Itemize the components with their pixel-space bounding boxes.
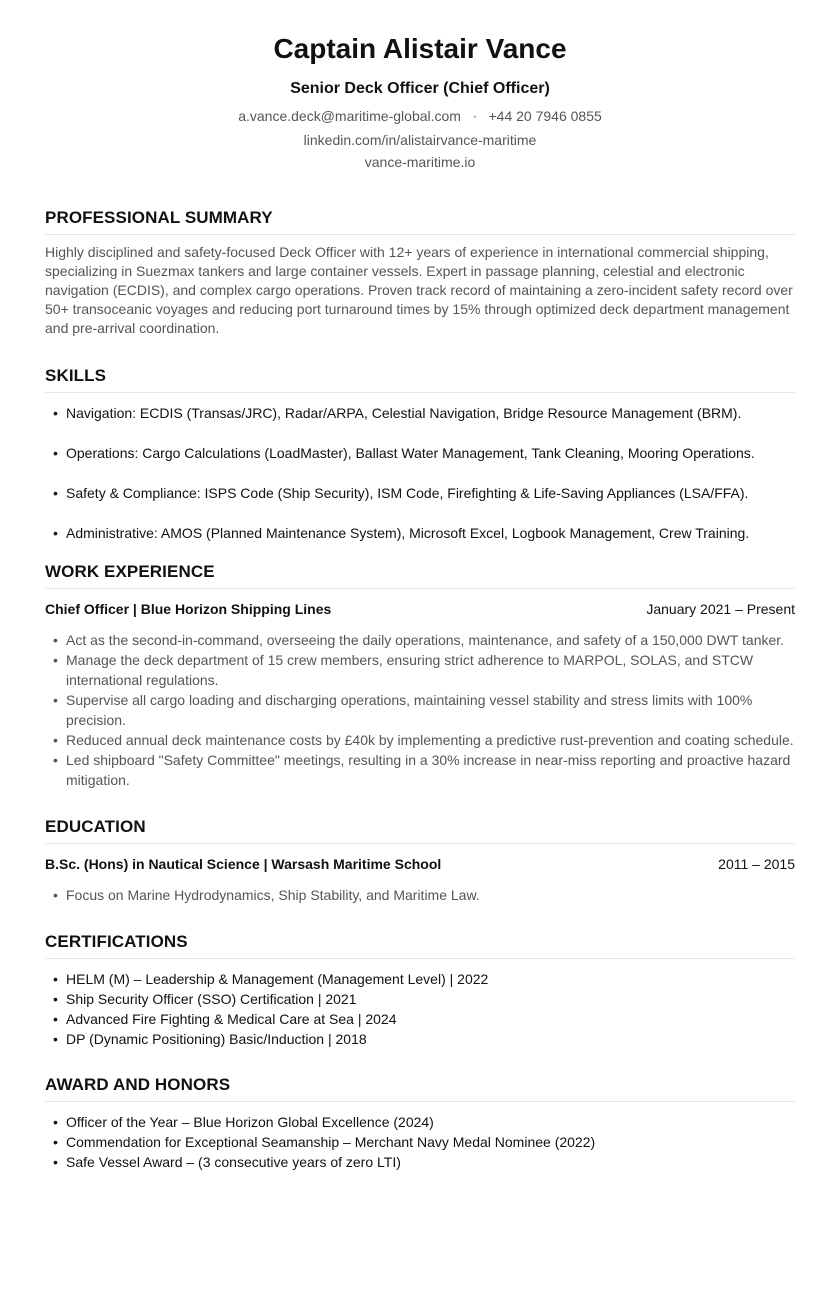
summary-section [45,208,795,338]
candidate-name: Captain Alistair Vance [273,33,567,64]
education-heading: EDUCATION [45,817,795,844]
certification-item: • HELM (M) – Leadership & Management (Management Level) | 2022 [45,969,795,989]
experience-section [45,562,795,790]
email-link[interactable]: a.vance.deck@maritime-global.com [238,108,461,124]
skills-list [45,403,795,543]
contact-separator: • [472,112,477,123]
awards-heading: AWARD AND HONORS [45,1075,795,1102]
education-entry-header [45,854,795,874]
experience-bullets [45,630,795,790]
award-item: • Commendation for Exceptional Seamanship – Merchant Navy Medal Nominee (2022) [45,1132,795,1152]
resume-header [45,0,795,173]
education-bullets [45,885,795,905]
education-degree: B.Sc. (Hons) in Nautical Science | Warsash Maritime School [45,856,442,872]
award-item: • Officer of the Year – Blue Horizon Global Excellence (2024) [45,1112,795,1132]
summary-text: Highly disciplined and safety-focused Deck Officer with 12+ years of experience in international commercial shipping, specializing in Suezmax tankers and large container vessels. Expert in passage planning, celestial and electronic navigation (ECDIS), and complex cargo operations. Proven track record of maintaining a zero-incident safety record over 50+ transoceanic voyages and reducing port turnaround times by 15% through optimized deck department management and pre-arrival coordination. [45,244,793,336]
skill-item: • Operations: Cargo Calculations (LoadMaster), Ballast Water Management, Tank Cleaning, Mooring Operations. [45,443,795,463]
certifications-list [45,969,795,1049]
education-date: 2011 – 2015 [718,856,795,872]
certification-item: • Advanced Fire Fighting & Medical Care at Sea | 2024 [45,1009,795,1029]
website-link[interactable]: vance-maritime.io [364,154,476,170]
certifications-heading: CERTIFICATIONS [45,932,795,959]
skill-item: • Safety & Compliance: ISPS Code (Ship Security), ISM Code, Firefighting & Life-Saving Appliances (LSA/FFA). [45,483,795,503]
experience-entry-header [45,599,795,619]
contact-row [45,105,795,129]
candidate-title: Senior Deck Officer (Chief Officer) [290,80,550,97]
skills-heading: SKILLS [45,366,795,393]
certifications-section [45,932,795,1049]
awards-section [45,1075,795,1172]
summary-heading: PROFESSIONAL SUMMARY [45,208,795,235]
education-bullet: • Focus on Marine Hydrodynamics, Ship Stability, and Maritime Law. [45,885,795,905]
experience-bullet: • Reduced annual deck maintenance costs by £40k by implementing a predictive rust-prevention and coating schedule. [45,730,795,750]
phone-number[interactable]: +44 20 7946 0855 [488,108,602,124]
awards-list [45,1112,795,1172]
experience-bullet: • Supervise all cargo loading and discharging operations, maintaining vessel stability and stress limits with 100% precision. [45,690,795,730]
award-item: • Safe Vessel Award – (3 consecutive years of zero LTI) [45,1152,795,1172]
skill-item: • Navigation: ECDIS (Transas/JRC), Radar/ARPA, Celestial Navigation, Bridge Resource Management (BRM). [45,403,795,423]
experience-date: January 2021 – Present [646,601,795,617]
education-section [45,817,795,905]
certification-item: • DP (Dynamic Positioning) Basic/Induction | 2018 [45,1029,795,1049]
skill-item: • Administrative: AMOS (Planned Maintenance System), Microsoft Excel, Logbook Management, Crew Training. [45,523,795,543]
experience-bullet: • Manage the deck department of 15 crew members, ensuring strict adherence to MARPOL, SOLAS, and STCW international regulations. [45,650,795,690]
experience-bullet: • Led shipboard "Safety Committee" meetings, resulting in a 30% increase in near-miss reporting and proactive hazard mitigation. [45,750,795,790]
experience-heading: WORK EXPERIENCE [45,562,795,589]
skills-section [45,366,795,543]
certification-item: • Ship Security Officer (SSO) Certification | 2021 [45,989,795,1009]
experience-bullet: • Act as the second-in-command, overseeing the daily operations, maintenance, and safety of a 150,000 DWT tanker. [45,630,795,650]
linkedin-link[interactable]: linkedin.com/in/alistairvance-maritime [303,132,537,148]
experience-role: Chief Officer | Blue Horizon Shipping Lines [45,601,332,617]
